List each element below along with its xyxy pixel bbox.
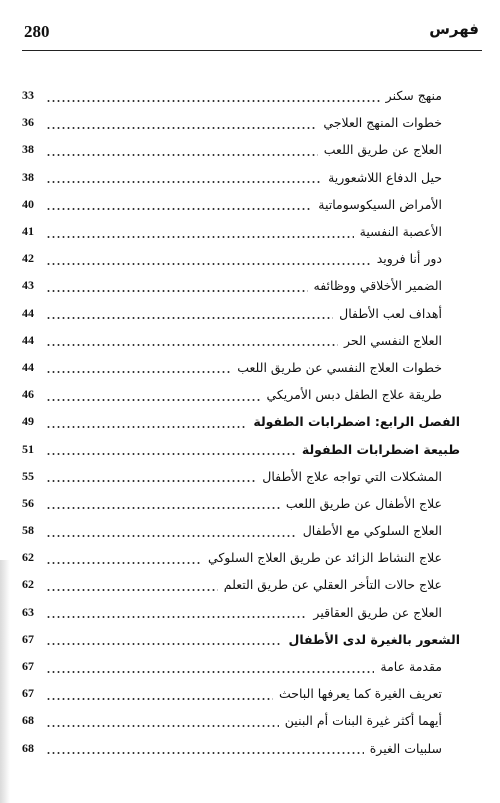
toc-entry: [22, 707, 460, 734]
page-edge-shadow: [0, 560, 10, 803]
toc-entry: [22, 354, 460, 381]
toc-page-number: 68: [22, 740, 34, 755]
toc-page-number: 44: [22, 332, 34, 347]
toc-entry-title: الأعصبة النفسية: [359, 224, 442, 240]
toc-page-number: 67: [22, 659, 34, 674]
table-of-contents: [22, 82, 460, 762]
toc-entry-title: العلاج النفسي الحر: [344, 332, 442, 348]
toc-page-number: 38: [22, 142, 34, 157]
toc-entry: [22, 544, 460, 571]
dot-leader: [46, 578, 218, 592]
dot-leader: [46, 442, 296, 456]
toc-page-number: 46: [22, 387, 34, 402]
toc-entry-title: الشعور بالغيرة لدى الأطفال: [288, 631, 460, 647]
dot-leader: [46, 660, 374, 674]
toc-entry-title: أهداف لعب الأطفال: [339, 305, 442, 321]
toc-entry-title: دور أنا فرويد: [376, 251, 442, 267]
toc-entry-title: خطوات المنهج العلاجي: [323, 115, 442, 131]
toc-entry: [22, 300, 460, 327]
toc-entry: [22, 381, 460, 408]
toc-entry: [22, 218, 460, 245]
toc-page-number: 56: [22, 495, 34, 510]
toc-page-number: 62: [22, 577, 34, 592]
dot-leader: [46, 551, 202, 565]
toc-entry-title: الضمير الأخلاقي ووظائفه: [313, 278, 442, 294]
toc-entry: [22, 245, 460, 272]
toc-entry-title: طبيعة اضطرابات الطفولة: [301, 441, 460, 457]
toc-entry: [22, 680, 460, 707]
toc-entry-title: منهج سكنر: [385, 88, 442, 104]
toc-page-number: 33: [22, 88, 34, 103]
dot-leader: [46, 388, 260, 402]
toc-page-number: 63: [22, 604, 34, 619]
dot-leader: [46, 415, 247, 429]
header-rule: [22, 50, 482, 51]
toc-entry: [22, 517, 460, 544]
dot-leader: [46, 333, 338, 347]
dot-leader: [46, 741, 364, 755]
dot-leader: [46, 116, 317, 130]
toc-page-number: 67: [22, 631, 34, 646]
toc-entry: [22, 272, 460, 299]
dot-leader: [46, 632, 282, 646]
toc-page-number: 44: [22, 305, 34, 320]
toc-page-number: 41: [22, 224, 34, 239]
toc-page-number: 49: [22, 414, 34, 429]
toc-entry-title: علاج النشاط الزائد عن طريق العلاج السلوكي: [207, 550, 442, 566]
toc-entry-title: العلاج عن طريق اللعب: [323, 142, 442, 158]
toc-entry-title: طريقة علاج الطفل دبس الأمريكي: [266, 387, 442, 403]
toc-page-number: 43: [22, 278, 34, 293]
toc-entry: [22, 82, 460, 109]
toc-entry-title: خطوات العلاج النفسي عن طريق اللعب: [237, 359, 442, 375]
toc-entry-title: حيل الدفاع اللاشعورية: [328, 169, 442, 185]
toc-entry: [22, 136, 460, 163]
dot-leader: [46, 306, 333, 320]
toc-entry-title: تعريف الغيرة كما يعرفها الباحث: [278, 686, 442, 702]
dot-leader: [46, 687, 273, 701]
toc-page-number: 55: [22, 468, 34, 483]
toc-entry: [22, 463, 460, 490]
dot-leader: [46, 469, 256, 483]
toc-entry: [22, 599, 460, 626]
dot-leader: [46, 279, 308, 293]
dot-leader: [46, 360, 231, 374]
dot-leader: [46, 170, 322, 184]
toc-entry-title: العلاج عن طريق العقاقير: [313, 604, 442, 620]
toc-entry: [22, 653, 460, 680]
toc-entry-title: سلبيات الغيرة: [369, 740, 442, 756]
toc-entry-title: أيهما أكثر غيرة البنات أم البنين: [284, 713, 442, 729]
toc-page-number: 58: [22, 523, 34, 538]
toc-entry: [22, 327, 460, 354]
dot-leader: [46, 143, 318, 157]
dot-leader: [46, 197, 312, 211]
dot-leader: [46, 714, 279, 728]
toc-page-number: 44: [22, 359, 34, 374]
toc-page-number: 68: [22, 713, 34, 728]
toc-entry: [22, 571, 460, 598]
dot-leader: [46, 225, 354, 239]
dot-leader: [46, 496, 280, 510]
toc-entry-title: علاج الأطفال عن طريق اللعب: [285, 495, 442, 511]
toc-entry-title: العلاج السلوكي مع الأطفال: [302, 523, 442, 539]
toc-page-number: 67: [22, 686, 34, 701]
toc-page-number: 62: [22, 550, 34, 565]
dot-leader: [46, 524, 297, 538]
toc-page-number: 40: [22, 196, 34, 211]
dot-leader: [46, 89, 380, 103]
toc-page-number: 38: [22, 169, 34, 184]
toc-page-number: 51: [22, 441, 34, 456]
toc-entry: [22, 164, 460, 191]
toc-entry-title: علاج حالات التأخر العقلي عن طريق التعلم: [223, 577, 442, 593]
toc-section-entry: [22, 626, 460, 653]
toc-entry-title: مقدمة عامة: [380, 659, 442, 675]
toc-entry-title: الأمراض السيكوسوماتية: [318, 196, 442, 212]
toc-page-number: 36: [22, 115, 34, 130]
running-title: فهرس: [429, 20, 479, 38]
toc-entry: [22, 735, 460, 762]
toc-section-entry: [22, 435, 460, 462]
toc-entry: [22, 191, 460, 218]
toc-page-number: 42: [22, 251, 34, 266]
toc-entry: [22, 490, 460, 517]
toc-entry-title: المشكلات التي تواجه علاج الأطفال: [262, 468, 442, 484]
page-header: [24, 18, 479, 48]
dot-leader: [46, 605, 307, 619]
page-number: 280: [24, 22, 50, 41]
toc-entry: [22, 109, 460, 136]
toc-entry-title: الفصل الرابع: اضطرابات الطفولة: [253, 414, 460, 430]
toc-section-entry: [22, 408, 460, 435]
dot-leader: [46, 252, 371, 266]
